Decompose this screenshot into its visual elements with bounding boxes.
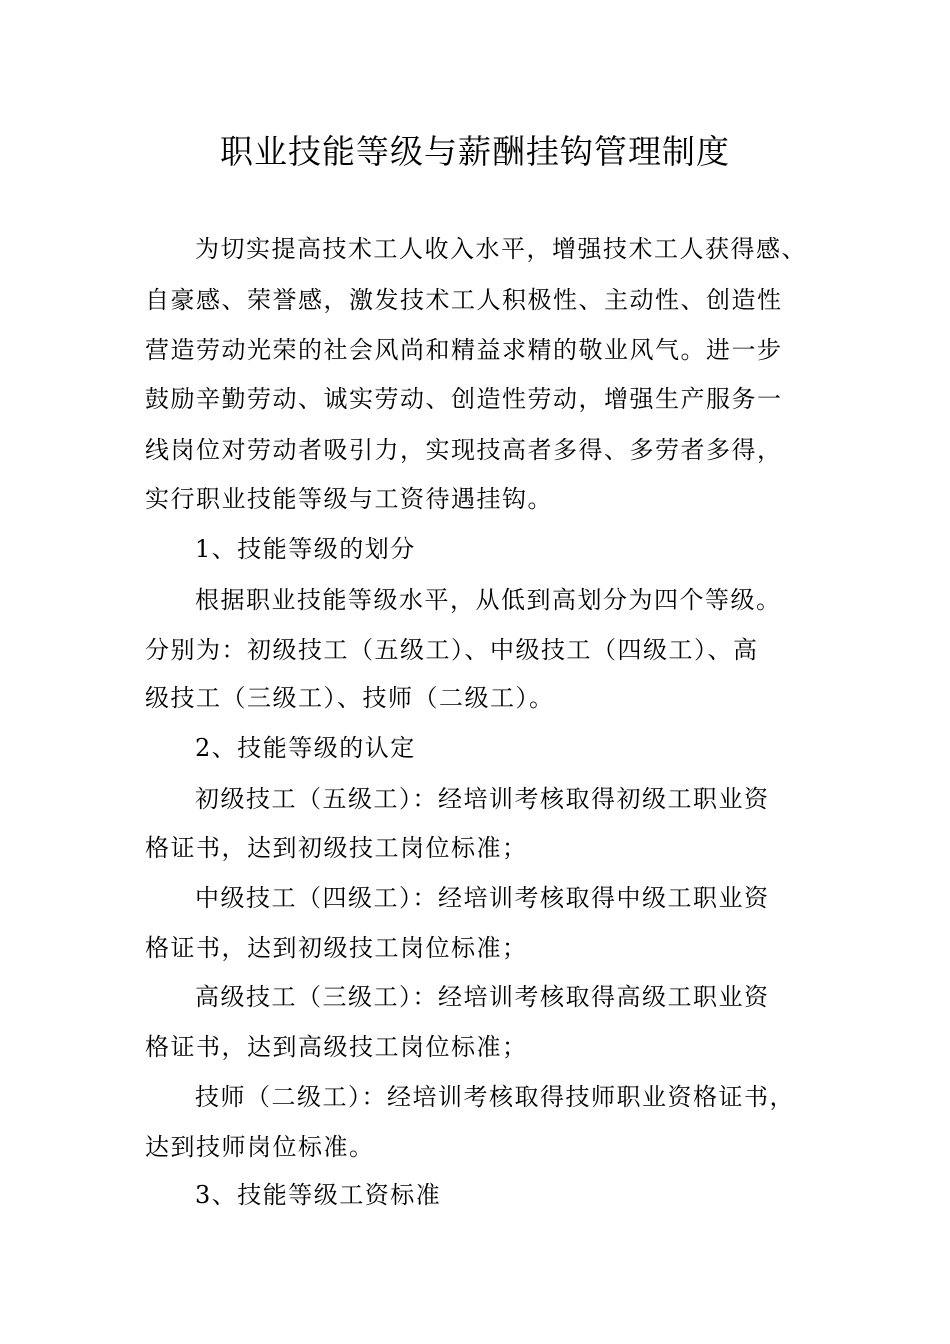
- document-title: 职业技能等级与薪酬挂钩管理制度: [220, 132, 730, 171]
- paragraph-line: 为切实提高技术工人收入水平，增强技术工人获得感、: [195, 235, 807, 263]
- paragraph-line: 技师（二级工）：经培训考核取得技师职业资格证书，: [195, 1083, 795, 1111]
- paragraph-line: 分别为：初级技工（五级工）、中级技工（四级工）、高: [145, 636, 759, 664]
- paragraph-line: 格证书，达到初级技工岗位标准；: [145, 834, 528, 862]
- paragraph-line: 线岗位对劳动者吸引力，实现技高者多得、多劳者多得，: [145, 436, 783, 464]
- paragraph-line: 营造劳动光荣的社会风尚和精益求精的敬业风气。进一步: [145, 336, 783, 364]
- paragraph-line: 根据职业技能等级水平，从低到高划分为四个等级。: [195, 586, 782, 614]
- section-heading: 2、技能等级的认定: [195, 734, 416, 762]
- paragraph-line: 中级技工（四级工）：经培训考核取得中级工职业资: [195, 884, 770, 912]
- paragraph-line: 高级技工（三级工）：经培训考核取得高级工职业资: [195, 983, 770, 1011]
- paragraph-line: 初级技工（五级工）：经培训考核取得初级工职业资: [195, 785, 770, 813]
- section-heading: 1、技能等级的划分: [195, 535, 416, 563]
- section-heading: 3、技能等级工资标准: [195, 1181, 442, 1209]
- paragraph-line: 实行职业技能等级与工资待遇挂钩。: [145, 485, 553, 513]
- paragraph-line: 级技工（三级工）、技师（二级工）。: [145, 684, 555, 712]
- paragraph-line: 鼓励辛勤劳动、诚实劳动、创造性劳动，增强生产服务一: [145, 385, 783, 413]
- paragraph-line: 格证书，达到初级技工岗位标准；: [145, 934, 528, 962]
- paragraph-line: 格证书，达到高级技工岗位标准；: [145, 1033, 528, 1061]
- paragraph-line: 自豪感、荣誉感，激发技术工人积极性、主动性、创造性: [145, 286, 783, 314]
- paragraph-line: 达到技师岗位标准。: [145, 1133, 375, 1161]
